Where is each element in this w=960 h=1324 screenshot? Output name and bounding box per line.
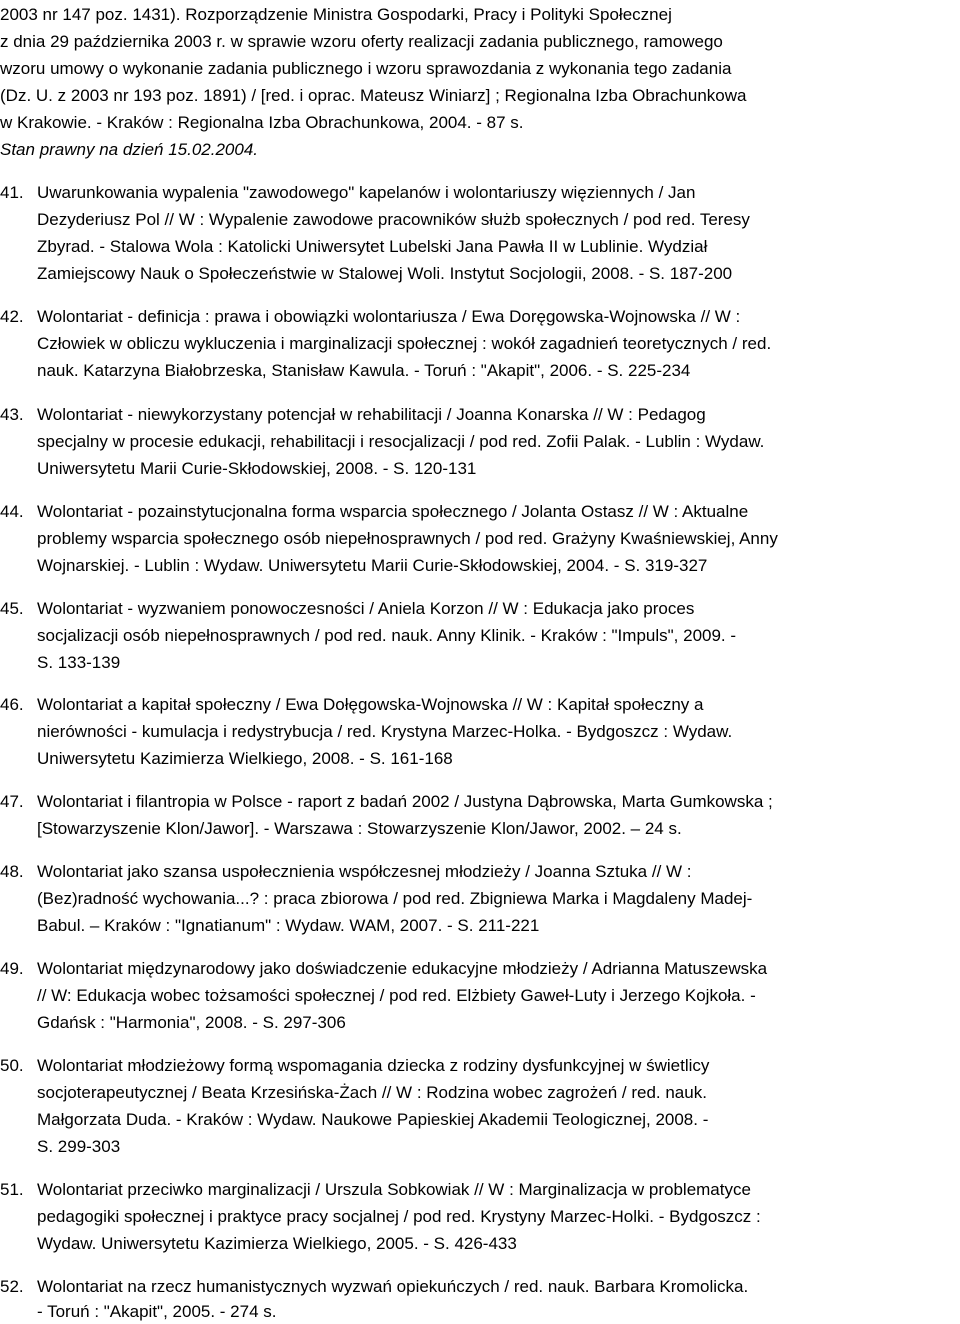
bibliography-entry-46 — [0, 693, 960, 717]
bibliography-entry-50 — [0, 1054, 960, 1078]
entry-line: S. 299-303 — [37, 1137, 121, 1156]
bibliography-entry-42 — [0, 305, 960, 329]
entry-number: 52. — [0, 1277, 24, 1296]
bibliography-entry-51 — [0, 1178, 960, 1202]
entry-line: (Dz. U. z 2003 nr 193 poz. 1891) / [red. i oprac. Mateusz Winiarz] ; Regionalna Izba Obrachunkowa — [0, 86, 747, 105]
entry-number: 44. — [0, 502, 24, 521]
entry-number: 43. — [0, 405, 24, 424]
entry-line: specjalny w procesie edukacji, rehabilitacji i resocjalizacji / pod red. Zofii Palak. - Lublin : Wydaw. — [37, 432, 765, 451]
entry-line: Wolontariat i filantropia w Polsce - raport z badań 2002 / Justyna Dąbrowska, Marta Gumkowska ; — [37, 792, 773, 811]
entry-line: Zbyrad. - Stalowa Wola : Katolicki Uniwersytet Lubelski Jana Pawła II w Lublinie. Wydział — [37, 237, 708, 256]
entry-line: Uniwersytetu Marii Curie-Skłodowskiej, 2008. - S. 120-131 — [37, 459, 477, 478]
bibliography-entry-45 — [0, 597, 960, 621]
entry-line: problemy wsparcia społecznego osób niepełnosprawnych / pod red. Grażyny Kwaśniewskiej, Anny — [37, 529, 778, 548]
entry-line: z dnia 29 października 2003 r. w sprawie wzoru oferty realizacji zadania publicznego, ramowego — [0, 32, 723, 51]
entry-line: 2003 nr 147 poz. 1431). Rozporządzenie Ministra Gospodarki, Pracy i Polityki Społecznej — [0, 5, 672, 24]
entry-line: Wolontariat przeciwko marginalizacji / Urszula Sobkowiak // W : Marginalizacja w problematyce — [37, 1180, 751, 1199]
entry-number: 42. — [0, 307, 24, 326]
entry-line: Wolontariat jako szansa uspołecznienia współczesnej młodzieży / Joanna Sztuka // W : — [37, 862, 692, 881]
entry-number: 45. — [0, 599, 24, 618]
entry-number: 41. — [0, 183, 24, 202]
entry-line: w Krakowie. - Kraków : Regionalna Izba Obrachunkowa, 2004. - 87 s. — [0, 113, 524, 132]
entry-line: Dezyderiusz Pol // W : Wypalenie zawodowe pracowników służb społecznych / pod red. Teresy — [37, 210, 750, 229]
entry-line: Wolontariat młodzieżowy formą wspomagania dziecka z rodziny dysfunkcyjnej w świetlicy — [37, 1056, 710, 1075]
entry-line: Wolontariat - definicja : prawa i obowiązki wolontariusza / Ewa Doręgowska-Wojnowska // W : — [37, 307, 741, 326]
entry-line: Wolontariat międzynarodowy jako doświadczenie edukacyjne młodzieży / Adrianna Matuszewska — [37, 959, 768, 978]
bibliography-entry-41 — [0, 181, 960, 205]
entry-line: - Toruń : "Akapit", 2005. - 274 s. — [37, 1302, 277, 1321]
entry-line: Wolontariat - pozainstytucjonalna forma wsparcia społecznego / Jolanta Ostasz // W : Aktualne — [37, 502, 749, 521]
entry-line: nauk. Katarzyna Białobrzeska, Stanisław Kawula. - Toruń : "Akapit", 2006. - S. 225-234 — [37, 361, 691, 380]
bibliography-entry-47 — [0, 790, 960, 814]
entry-line: wzoru umowy o wykonanie zadania publicznego i wzoru sprawozdania z wykonania tego zadania — [0, 59, 732, 78]
entry-line: Uniwersytetu Kazimierza Wielkiego, 2008. - S. 161-168 — [37, 749, 453, 768]
entry-number: 49. — [0, 959, 24, 978]
entry-number: 50. — [0, 1056, 24, 1075]
entry-line: Małgorzata Duda. - Kraków : Wydaw. Naukowe Papieskiej Akademii Teologicznej, 2008. - — [37, 1110, 709, 1129]
entry-number: 46. — [0, 695, 24, 714]
entry-line: Babul. – Kraków : "Ignatianum" : Wydaw. WAM, 2007. - S. 211-221 — [37, 916, 540, 935]
entry-line: (Bez)radność wychowania...? : praca zbiorowa / pod red. Zbigniewa Marka i Magdaleny Madej- — [37, 889, 753, 908]
bibliography-entry-52 — [0, 1275, 960, 1299]
entry-line: Człowiek w obliczu wykluczenia i marginalizacji społecznej : wokół zagadnień teoretycznych / red. — [37, 334, 772, 353]
bibliography-entry-43 — [0, 403, 960, 427]
entry-line: Wojnarskiej. - Lublin : Wydaw. Uniwersytetu Marii Curie-Skłodowskiej, 2004. - S. 319-327 — [37, 556, 708, 575]
entry-line: [Stowarzyszenie Klon/Jawor]. - Warszawa : Stowarzyszenie Klon/Jawor, 2002. – 24 s. — [37, 819, 682, 838]
entry-line: Zamiejscowy Nauk o Społeczeństwie w Stalowej Woli. Instytut Socjologii, 2008. - S. 187-200 — [37, 264, 733, 283]
entry-line: Uwarunkowania wypalenia "zawodowego" kapelanów i wolontariuszy więziennych / Jan — [37, 183, 696, 202]
entry-line: Wolontariat na rzecz humanistycznych wyzwań opiekuńczych / red. nauk. Barbara Kromolicka. — [37, 1277, 749, 1296]
entry-line: Gdańsk : "Harmonia", 2008. - S. 297-306 — [37, 1013, 346, 1032]
bibliography-entry-44 — [0, 500, 960, 524]
entry-number: 51. — [0, 1180, 24, 1199]
bibliography-entry-49 — [0, 957, 960, 981]
entry-line: Wolontariat a kapitał społeczny / Ewa Dołęgowska-Wojnowska // W : Kapitał społeczny a — [37, 695, 704, 714]
entry-line: socjoterapeutycznej / Beata Krzesińska-Żach // W : Rodzina wobec zagrożeń / red. nauk. — [37, 1083, 707, 1102]
entry-line: Wydaw. Uniwersytetu Kazimierza Wielkiego, 2005. - S. 426-433 — [37, 1234, 517, 1253]
entry-line: S. 133-139 — [37, 653, 121, 672]
entry-line: Wolontariat - niewykorzystany potencjał w rehabilitacji / Joanna Konarska // W : Pedagog — [37, 405, 706, 424]
entry-number: 48. — [0, 862, 24, 881]
bibliography-entry-48 — [0, 860, 960, 884]
entry-line: nierówności - kumulacja i redystrybucja / red. Krystyna Marzec-Holka. - Bydgoszcz : Wydaw. — [37, 722, 733, 741]
entry-number: 47. — [0, 792, 24, 811]
entry-line: pedagogiki społecznej i praktyce pracy socjalnej / pod red. Krystyny Marzec-Holki. - Bydgoszcz : — [37, 1207, 761, 1226]
entry-line: // W: Edukacja wobec tożsamości społecznej / pod red. Elżbiety Gaweł-Luty i Jerzego Kojkoła. - — [37, 986, 756, 1005]
legal-status-note: Stan prawny na dzień 15.02.2004. — [0, 140, 259, 159]
entry-line: socjalizacji osób niepełnosprawnych / pod red. nauk. Anny Klinik. - Kraków : "Impuls", 2009. - — [37, 626, 737, 645]
entry-line: Wolontariat - wyzwaniem ponowoczesności / Aniela Korzon // W : Edukacja jako proces — [37, 599, 695, 618]
